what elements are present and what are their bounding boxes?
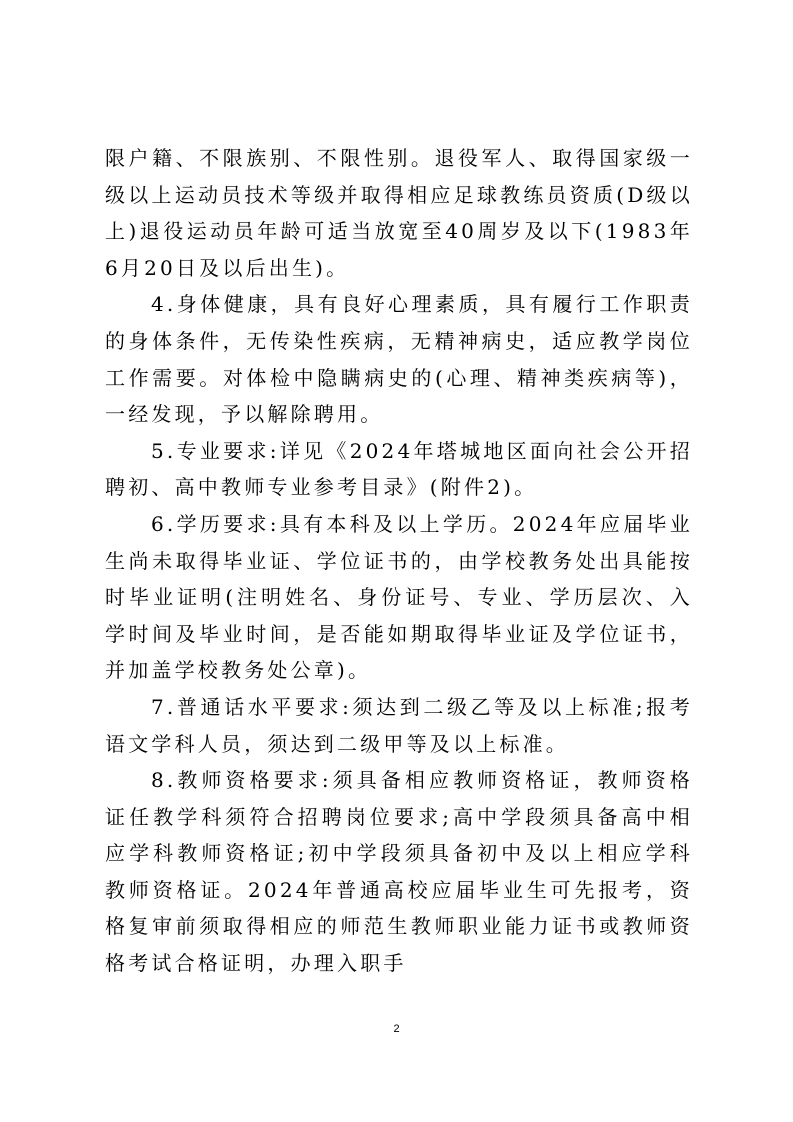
paragraph-residence-age: 限户籍、不限族别、不限性别。退役军人、取得国家级一级以上运动员技术等级并取得相应足球教练员资质(D级以上)退役运动员年龄可适当放宽至40周岁及以下(1983年6月20日及以后出生)。: [105, 146, 693, 280]
page-number: 2: [393, 1023, 400, 1035]
paragraph-teacher-certificate: 8.教师资格要求:须具备相应教师资格证，教师资格证任教学科须符合招聘岗位要求;高中学段须具备高中相应学科教师资格证;初中学段须具备初中及以上相应学科教师资格证。2024年普通高校应届毕业生可先报考，资格复审前须取得相应的师范生教师职业能力证书或教师资格考试合格证明，办理入职手: [105, 768, 693, 976]
paragraph-mandarin: 7.普通话水平要求:须达到二级乙等及以上标准;报考语文学科人员，须达到二级甲等及以上标准。: [105, 694, 693, 756]
paragraph-health: 4.身体健康，具有良好心理素质，具有履行工作职责的身体条件，无传染性疾病，无精神病史，适应教学岗位工作需要。对体检中隐瞒病史的(心理、精神类疾病等)，一经发现，予以解除聘用。: [105, 292, 693, 427]
paragraph-major: 5.专业要求:详见《2024年塔城地区面向社会公开招聘初、高中教师专业参考目录》(附件2)。: [105, 438, 693, 500]
body-text: [105, 140, 693, 982]
paragraph-education: 6.学历要求:具有本科及以上学历。2024年应届毕业生尚未取得毕业证、学位证书的，由学校教务处出具能按时毕业证明(注明姓名、身份证号、专业、学历层次、入学时间及毕业时间，是否能如期取得毕业证及学位证书，并加盖学校教务处公章)。: [105, 511, 693, 683]
